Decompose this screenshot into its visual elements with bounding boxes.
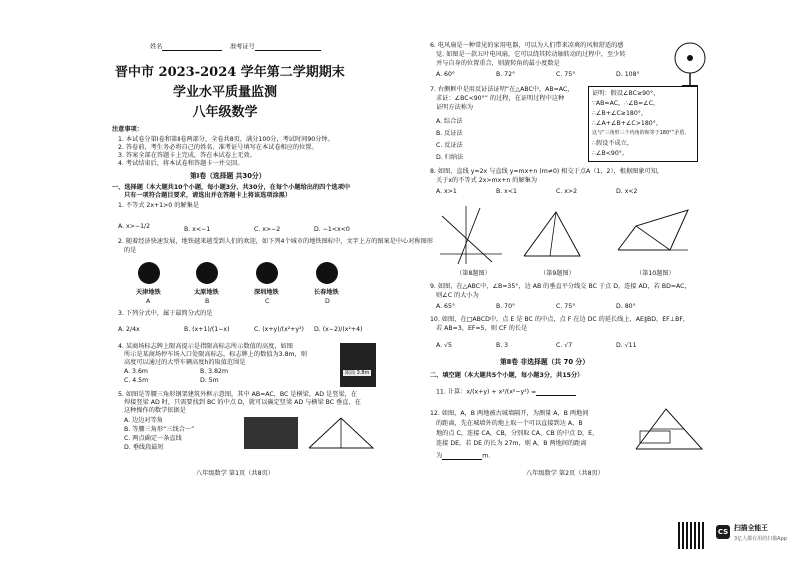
logo-label-d: 长春地铁 (314, 289, 339, 296)
section1-heading: 一、选择题（本大题共10个小题，每小题3分，共30分，在每个小题给出的四个选项中 (112, 184, 351, 191)
q5-option-c: C. 两点确定一条直线 (124, 435, 182, 442)
question-10: 10. 如图，在□ABCD中，点 E 是 BC 的中点，点 F 在边 DC 的延长线上，AE∥BD，EF⊥BF， (430, 316, 690, 323)
q10-parallelogram-figure (614, 206, 692, 262)
q8-option-b: B. x<1 (496, 188, 517, 195)
proof-line-7: ∴∠B<90°。 (592, 150, 629, 157)
proof-line-6: ∴假设不成立， (592, 140, 634, 147)
q8-option-d: D. x<2 (616, 188, 638, 195)
exam-title-line1: 晋中市 2023-2024 学年第二学期期末 (115, 65, 345, 80)
q7-option-c: C. 反证法 (436, 142, 463, 149)
question-12: 12. 如图，A，B 两地被古城墙隔开，为测量 A，B 两地间 (430, 410, 589, 417)
q6-option-a: A. 60° (436, 71, 456, 78)
proof-line-1: 证明：假设∠BC≥90°， (592, 90, 660, 97)
question-3: 3. 下列分式中，属于最简分式的是 (118, 310, 213, 317)
q12-answer-prefix: 为 (436, 452, 443, 460)
note-2: 2. 答卷前，考生务必将自己的姓名、准考证号填写在本试卷相应的位置。 (118, 144, 318, 151)
question-7-cont2: 证明方法称为 (436, 104, 474, 111)
q9-option-b: B. 70° (496, 303, 516, 310)
watermark-brand: 扫描全能王 (734, 524, 768, 532)
proof-line-4: ∴∠A+∠B+∠C>180°， (592, 120, 663, 127)
part2-heading: 第Ⅱ卷 非选择题（共 70 分） (500, 358, 590, 366)
q1-option-b: B. x<−1 (184, 226, 211, 233)
changchun-metro-logo (316, 262, 338, 284)
note-1: 1. 本试卷分第Ⅰ卷和第Ⅱ卷两部分，全卷共8页，满分100分，考试时间90分钟。 (118, 136, 334, 143)
question-12-cont2: 地的点 C，连接 CA，CB，分别取 CA，CB 的中点 D，E， (436, 430, 599, 437)
qr-code (678, 522, 705, 549)
taiyuan-metro-logo (196, 262, 218, 284)
question-7: 7. 右侧框中是用反证法证明“在△ABC中，AB=AC， (430, 86, 574, 93)
fig-label-9: （第9题图） (540, 270, 575, 277)
tianjin-metro-logo (138, 262, 160, 284)
proof-line-5: 这与“三角形三个内角的和等于180°”矛盾， (592, 130, 690, 136)
logo-label-c: 深圳地铁 (254, 289, 279, 296)
question-12-cont: 的距离，先在城墙外的地上取一个可以直接到达 A，B (436, 420, 583, 427)
q7-option-d: D. 归纳法 (436, 154, 464, 161)
question-8-cont: 关于x的不等式 2x>mx+n 的解集为 (436, 177, 538, 184)
q5-option-a: A. 边边对等角 (124, 417, 163, 424)
height-limit-sign: 限高 3.8m (345, 370, 370, 376)
q5-option-d: D. 垂线段最短 (124, 444, 164, 451)
question-9-cont: 则∠C 的大小为 (436, 292, 479, 299)
note-4: 4. 考试结束后，将本试卷和答题卡一并交回。 (118, 160, 244, 167)
proof-line-3: ∴∠B+∠C≥180°， (592, 110, 648, 117)
q6-option-c: C. 75° (556, 71, 576, 78)
q9-option-c: C. 75° (556, 303, 576, 310)
q12-unit: m. (482, 452, 491, 460)
watermark-subtitle: 3亿人都在用的扫描App (734, 536, 787, 542)
exam-title-line2: 学业水平质量监测 (172, 85, 277, 100)
q8-option-c: C. x>2 (556, 188, 578, 195)
q3-option-d: D. (x−2)/(x²+4) (314, 326, 363, 333)
steel-frame-photo (244, 417, 298, 449)
q2-option-d: D (325, 298, 330, 305)
question-11 (436, 388, 576, 396)
q8-option-a: A. x>1 (436, 188, 457, 195)
q2-option-c: C (265, 298, 270, 305)
proof-line-2: ∵AB=AC，∴∠B=∠C， (592, 100, 660, 107)
q10-option-a: A. √5 (436, 342, 452, 349)
q4-option-a: A. 3.6m (124, 368, 148, 375)
fig-label-10: （第10题图） (636, 270, 675, 277)
name-label: 姓名 (150, 43, 222, 51)
question-7-cont: 求证：∠BC<90°” 的过程，在证明过程中这种 (436, 95, 565, 102)
fig-label-8: （第8题图） (456, 270, 491, 277)
question-5: 5. 如图是等腰三角形钢架建筑外框示意图，其中 AB=AC，BC 是横梁，AD 是竖梁，在 (118, 391, 357, 398)
right-footer: 八年级数学 第2页（共8页） (526, 470, 604, 477)
exam-title-line3: 八年级数学 (192, 105, 258, 120)
q1-option-d: D. −1<x<0 (314, 226, 350, 233)
q10-option-d: D. √11 (616, 342, 637, 349)
question-4: 4. 某商场标志牌上限高提示是指限高标志所示数值的高度，如图 (118, 343, 293, 350)
question-2-cont: 的是 (124, 247, 137, 254)
q5-option-b: B. 等腰三角形“三线合一” (124, 426, 195, 433)
question-6: 6. 电风扇是一种常见的家用电器，可以为人们带来凉爽的风和舒适的感 (430, 42, 624, 49)
logo-label-a: 天津地铁 (136, 289, 161, 296)
shenzhen-metro-logo (256, 262, 278, 284)
q2-option-b: B (205, 298, 210, 305)
left-footer: 八年级数学 第1页（共8页） (196, 470, 274, 477)
question-11-text: 11. 计算：x/(x+y) + x²/(x²−y²) = (436, 388, 537, 396)
question-9: 9. 如图，在△ABC中，∠B=35°，边 AB 的垂直平分线交 BC 于点 D，连接 AD，若 BD=AC， (430, 283, 691, 290)
isosceles-triangle-figure (305, 412, 377, 454)
q6-option-b: B. 72° (496, 71, 516, 78)
question-5-cont2: 这种操作的数学依据是 (124, 407, 186, 414)
question-8: 8. 如图，直线 y=2x 与直线 y=mx+n (m≠0) 相交于点A（1，2），根据图象可知， (430, 168, 664, 175)
q7-option-a: A. 综合法 (436, 118, 463, 125)
q8-line-graph-figure (436, 202, 504, 266)
logo-label-b: 太原地铁 (194, 289, 219, 296)
q3-option-b: B. (x+1)/(1−x) (184, 326, 230, 333)
question-4-cont: 所示是某商场停车场入口处限高标志，标志牌上的数值为3.8m，则 (124, 351, 307, 358)
electric-fan-figure (670, 40, 710, 90)
question-12-cont4 (436, 452, 490, 460)
question-5-cont: 焊接竖梁 AD 时，只需要找到 BC 的中点 D，就可以确定竖梁 AD 与横梁 BC 垂直，在 (124, 399, 361, 406)
q9-option-d: D. 80° (616, 303, 636, 310)
q1-option-a: A. x>−1/2 (118, 223, 151, 230)
q9-option-a: A. 65° (436, 303, 456, 310)
proof-box (588, 86, 698, 162)
q4-option-b: B. 3.82m (200, 368, 228, 375)
section1-heading-2: 只有一项符合题目要求，请选出并在答题卡上将该选项涂黑） (124, 192, 292, 199)
q2-option-a: A (146, 298, 151, 305)
question-1: 1. 不等式 2x+1>0 的解集是 (118, 202, 199, 209)
section2-heading: 二、填空题（本大题共5个小题，每小题3分，共15分） (430, 372, 584, 379)
question-6-cont2: 并与自身的位置重合，则旋转角的最小度数是 (436, 60, 560, 67)
q12-wall-triangle-figure (632, 405, 710, 457)
q10-option-c: C. √7 (556, 342, 573, 349)
question-2: 2. 随着经济快速发展，地铁越来越受到人们的欢迎，如下列4个城市的地铁图标中，文字上方的图案是中心对称图形 (118, 238, 433, 245)
height-limit-photo (340, 343, 376, 387)
q3-option-c: C. (x+y)/(x²+y²) (254, 326, 304, 333)
q7-option-b: B. 反证法 (436, 130, 463, 137)
notes-heading: 注意事项： (112, 126, 143, 133)
question-10-cont: 若 AB=3，EF=5，则 CF 的长是 (436, 325, 528, 332)
note-3: 3. 答案全部在答题卡上完成，答在本试卷上无效。 (118, 152, 256, 159)
q1-option-c: C. x>−2 (254, 226, 281, 233)
q10-option-b: B. 3 (496, 342, 509, 349)
q9-triangle-figure (520, 206, 584, 262)
q4-option-d: D. 5m (200, 377, 219, 384)
q4-option-c: C. 4.5m (124, 377, 149, 384)
question-12-cont3: 连接 DE，若 DE 的长为 27m，则 A，B 两地间的距离 (436, 440, 587, 447)
question-6-cont: 觉. 如图是一款五叶电风扇，它可以绕其转动轴转动的过程中，至少转 (436, 51, 626, 58)
part1-heading: 第Ⅰ卷（选择题 共30分） (190, 172, 266, 180)
camscanner-logo-icon: CS (716, 525, 730, 539)
question-4-cont2: 高度可以通过的大型车辆高度h的取值范围是 (124, 359, 246, 366)
q6-option-d: D. 108° (616, 71, 640, 78)
ticket-label: 准考证号 (230, 43, 321, 51)
q3-option-a: A. 2/4x (118, 326, 140, 333)
